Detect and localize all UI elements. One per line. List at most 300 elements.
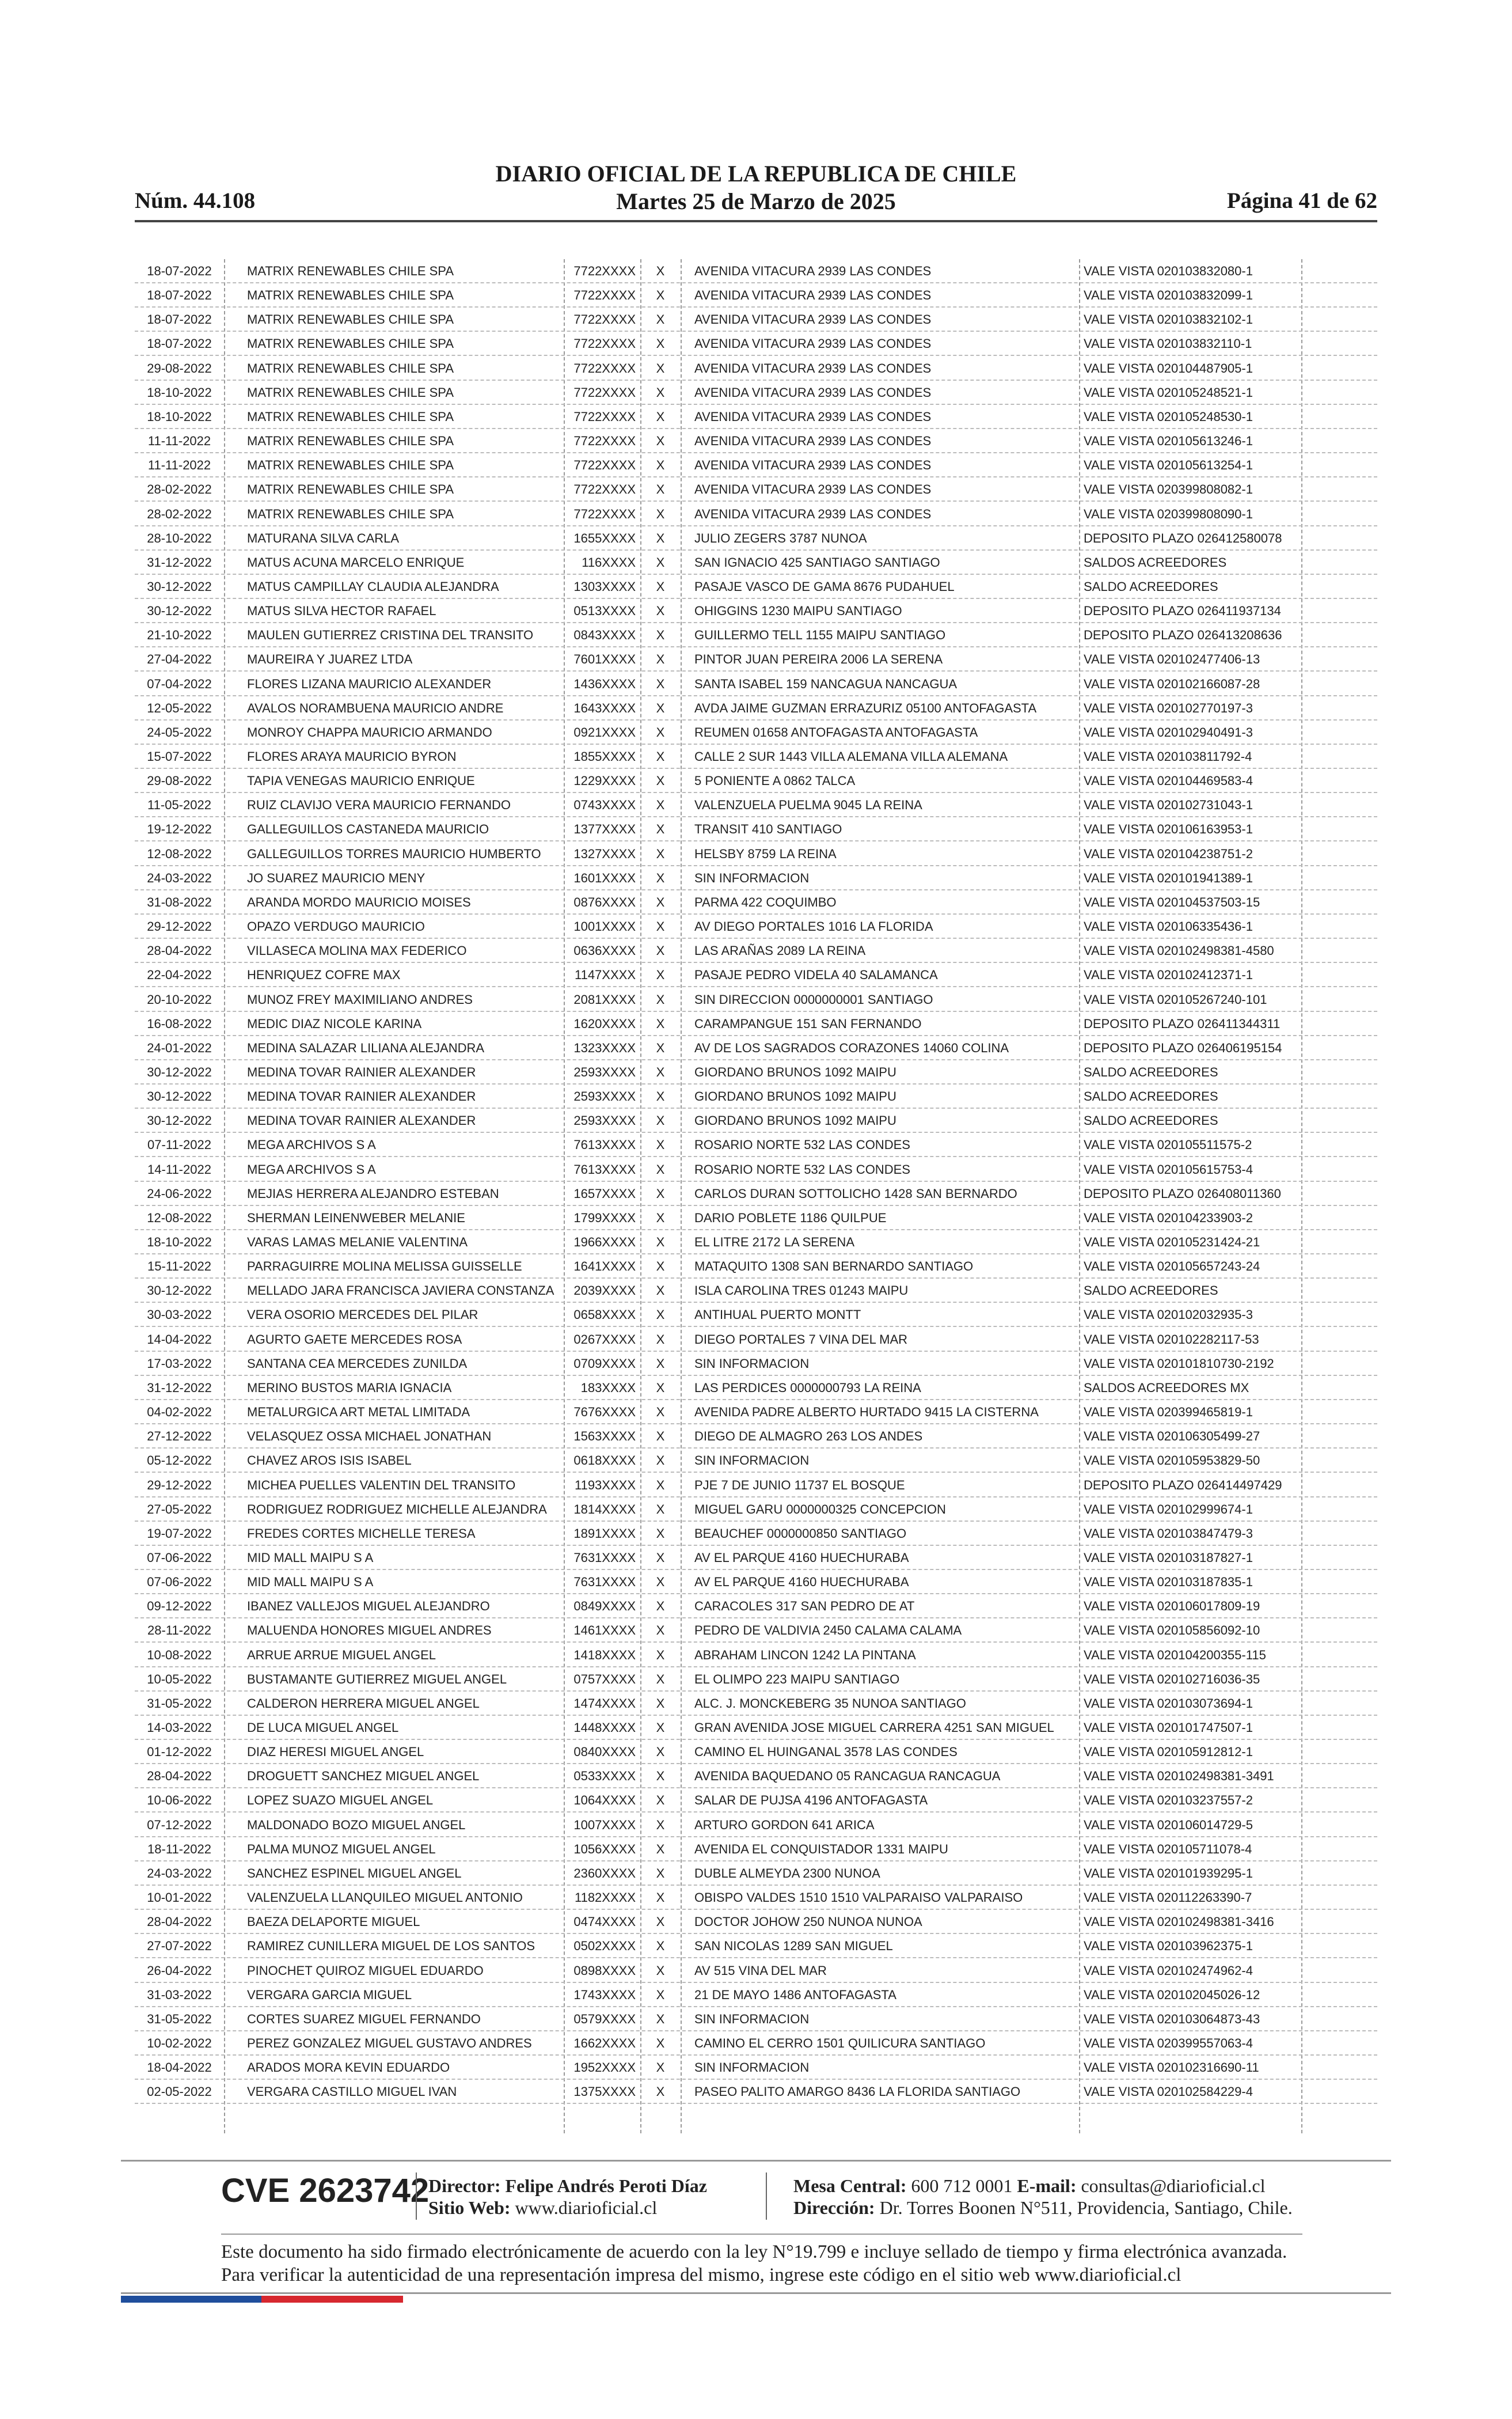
- cell-dir: PASEO PALITO AMARGO 8436 LA FLORIDA SANTIAGO: [694, 2084, 1021, 2099]
- cell-nombre: MID MALL MAIPU S A: [247, 1550, 374, 1565]
- table-row: [135, 1133, 1377, 1157]
- cell-doc: VALE VISTA 020104200355-115: [1084, 1647, 1266, 1662]
- cell-doc: VALE VISTA 020105953829-50: [1084, 1453, 1260, 1468]
- cell-doc: VALE VISTA 020102412371-1: [1084, 968, 1253, 983]
- cell-x: X: [656, 1550, 665, 1565]
- table-row: [135, 1279, 1377, 1303]
- cell-x: X: [656, 1307, 665, 1322]
- cell-nombre: MELLADO JARA FRANCISCA JAVIERA CONSTANZA: [247, 1283, 554, 1298]
- cell-x: X: [656, 919, 665, 934]
- cell-dir: DOCTOR JOHOW 250 NUNOA NUNOA: [694, 1914, 922, 1929]
- footer-divider: [121, 2160, 1391, 2162]
- cell-dir: AVENIDA VITACURA 2939 LAS CONDES: [694, 336, 932, 351]
- cell-x: X: [656, 894, 665, 909]
- cell-fecha: 29-12-2022: [147, 919, 212, 934]
- cell-fecha: 18-07-2022: [147, 336, 212, 351]
- table-row: [135, 1813, 1377, 1837]
- web-label: Sitio Web:: [428, 2197, 511, 2218]
- table-row: [135, 1085, 1377, 1109]
- cell-rut: 183XXXX: [580, 1380, 636, 1395]
- page-header: [135, 160, 1377, 218]
- cell-doc: VALE VISTA 020104233903-2: [1084, 1210, 1253, 1225]
- cell-nombre: RAMIREZ CUNILLERA MIGUEL DE LOS SANTOS: [247, 1939, 535, 1954]
- cell-nombre: ARRUE ARRUE MIGUEL ANGEL: [247, 1647, 436, 1662]
- cve-code: CVE 2623742: [221, 2172, 430, 2209]
- table-row: [135, 1182, 1377, 1206]
- cell-dir: AVENIDA VITACURA 2939 LAS CONDES: [694, 264, 932, 278]
- cell-dir: SIN INFORMACION: [694, 2011, 810, 2026]
- cell-nombre: DROGUETT SANCHEZ MIGUEL ANGEL: [247, 1769, 480, 1784]
- director-label: Director:: [428, 2175, 501, 2196]
- cell-rut: 1375XXXX: [573, 2084, 636, 2099]
- cell-fecha: 28-04-2022: [147, 1769, 212, 1784]
- cell-dir: DARIO POBLETE 1186 QUILPUE: [694, 1210, 887, 1225]
- table-row: [135, 453, 1377, 477]
- cell-nombre: SHERMAN LEINENWEBER MELANIE: [247, 1210, 465, 1225]
- header-divider: [135, 220, 1377, 222]
- cell-dir: AV DE LOS SAGRADOS CORAZONES 14060 COLINA: [694, 1040, 1009, 1055]
- cell-rut: 1418XXXX: [573, 1647, 636, 1662]
- cell-fecha: 14-03-2022: [147, 1720, 212, 1735]
- cell-dir: GIORDANO BRUNOS 1092 MAIPU: [694, 1113, 896, 1128]
- cell-nombre: MAULEN GUTIERREZ CRISTINA DEL TRANSITO: [247, 628, 534, 643]
- cell-doc: VALE VISTA 020104238751-2: [1084, 846, 1253, 861]
- table-row: [135, 647, 1377, 672]
- cell-doc: VALE VISTA 020101941389-1: [1084, 870, 1253, 885]
- cell-doc: VALE VISTA 020102316690-11: [1084, 2060, 1259, 2075]
- cell-nombre: MONROY CHAPPA MAURICIO ARMANDO: [247, 725, 492, 740]
- cell-fecha: 04-02-2022: [147, 1405, 212, 1420]
- cell-dir: DIEGO DE ALMAGRO 263 LOS ANDES: [694, 1429, 923, 1444]
- email-link[interactable]: consultas@diarioficial.cl: [1081, 2175, 1266, 2196]
- cell-x: X: [656, 1745, 665, 1760]
- cell-x: X: [656, 482, 665, 497]
- cell-doc: VALE VISTA 020105657243-24: [1084, 1259, 1260, 1274]
- cell-nombre: BUSTAMANTE GUTIERREZ MIGUEL ANGEL: [247, 1671, 507, 1686]
- cell-nombre: CORTES SUAREZ MIGUEL FERNANDO: [247, 2011, 481, 2026]
- cell-dir: SIN INFORMACION: [694, 1356, 810, 1371]
- footer-separator: [416, 2172, 417, 2220]
- cell-rut: 2360XXXX: [573, 1866, 636, 1880]
- cell-dir: AVENIDA VITACURA 2939 LAS CONDES: [694, 482, 932, 497]
- table-row: [135, 963, 1377, 987]
- cell-x: X: [656, 725, 665, 740]
- flag-stripe-red: [261, 2296, 403, 2303]
- cell-dir: GIORDANO BRUNOS 1092 MAIPU: [694, 1064, 896, 1079]
- table-row: [135, 842, 1377, 866]
- table-row: [135, 1618, 1377, 1643]
- cell-doc: VALE VISTA 020105856092-10: [1084, 1623, 1260, 1638]
- cell-rut: 1620XXXX: [573, 1016, 636, 1031]
- cell-doc: VALE VISTA 020102940491-3: [1084, 725, 1253, 740]
- table-row: [135, 1594, 1377, 1618]
- table-row: [135, 1861, 1377, 1886]
- cell-nombre: ARANDA MORDO MAURICIO MOISES: [247, 894, 471, 909]
- legal-notice: Este documento ha sido firmado electrónicamente de acuerdo con la ley N°19.799 e incluye sellado de tiempo y firma electrónica avanzada. Para verificar la autenticidad de una representación impresa del mismo, ingrese este código en el sitio web www.diarioficial.cl: [221, 2242, 1287, 2285]
- cell-rut: 1327XXXX: [573, 846, 636, 861]
- cell-x: X: [656, 749, 665, 764]
- cell-rut: 0757XXXX: [573, 1671, 636, 1686]
- cell-doc: VALE VISTA 020103064873-43: [1084, 2011, 1260, 2026]
- cell-nombre: MATRIX RENEWABLES CHILE SPA: [247, 458, 454, 473]
- cell-doc: VALE VISTA 020106017809-19: [1084, 1599, 1260, 1614]
- cell-fecha: 12-08-2022: [147, 846, 212, 861]
- cell-nombre: FREDES CORTES MICHELLE TERESA: [247, 1526, 476, 1541]
- cell-rut: 7722XXXX: [573, 288, 636, 303]
- table-row: [135, 1570, 1377, 1594]
- cell-dir: ANTIHUAL PUERTO MONTT: [694, 1307, 861, 1322]
- cell-x: X: [656, 1866, 665, 1880]
- cell-doc: DEPOSITO PLAZO 026411937134: [1084, 604, 1281, 619]
- cell-dir: SAN IGNACIO 425 SANTIAGO SANTIAGO: [694, 555, 940, 570]
- cell-x: X: [656, 336, 665, 351]
- cell-dir: EL OLIMPO 223 MAIPU SANTIAGO: [694, 1671, 900, 1686]
- cell-x: X: [656, 1671, 665, 1686]
- table-row: [135, 1788, 1377, 1813]
- cell-dir: GIORDANO BRUNOS 1092 MAIPU: [694, 1089, 896, 1104]
- cell-rut: 7722XXXX: [573, 361, 636, 376]
- table-row: [135, 1764, 1377, 1788]
- cell-dir: ISLA CAROLINA TRES 01243 MAIPU: [694, 1283, 909, 1298]
- cell-rut: 1657XXXX: [573, 1186, 636, 1201]
- cell-rut: 2593XXXX: [573, 1113, 636, 1128]
- cell-doc: DEPOSITO PLAZO 026412580078: [1084, 530, 1282, 545]
- cell-fecha: 30-12-2022: [147, 1064, 212, 1079]
- cell-doc: VALE VISTA 020102584229-4: [1084, 2084, 1253, 2099]
- cell-x: X: [656, 1016, 665, 1031]
- flag-stripe-blue: [121, 2296, 261, 2303]
- cell-dir: CARLOS DURAN SOTTOLICHO 1428 SAN BERNARDO: [694, 1186, 1017, 1201]
- cell-dir: 21 DE MAYO 1486 ANTOFAGASTA: [694, 1987, 896, 2002]
- cell-doc: VALE VISTA 020101939295-1: [1084, 1866, 1253, 1880]
- cell-dir: LAS ARAÑAS 2089 LA REINA: [694, 943, 866, 958]
- cell-fecha: 30-12-2022: [147, 604, 212, 619]
- cell-nombre: OPAZO VERDUGO MAURICIO: [247, 919, 425, 934]
- cell-rut: 0474XXXX: [573, 1914, 636, 1929]
- cell-nombre: MEDINA TOVAR RAINIER ALEXANDER: [247, 1064, 476, 1079]
- cell-doc: VALE VISTA 020103832080-1: [1084, 264, 1253, 278]
- cell-fecha: 18-11-2022: [147, 1841, 211, 1856]
- cell-fecha: 07-04-2022: [147, 676, 212, 691]
- cell-x: X: [656, 652, 665, 667]
- cell-fecha: 11-05-2022: [147, 798, 211, 813]
- table-row: [135, 1497, 1377, 1522]
- cell-fecha: 07-11-2022: [147, 1138, 211, 1152]
- cell-doc: VALE VISTA 020102032935-3: [1084, 1307, 1253, 1322]
- cell-fecha: 31-05-2022: [147, 2011, 212, 2026]
- cell-nombre: METALURGICA ART METAL LIMITADA: [247, 1405, 470, 1420]
- cell-rut: 7722XXXX: [573, 482, 636, 497]
- cell-doc: SALDO ACREEDORES: [1084, 579, 1218, 594]
- cell-rut: 7631XXXX: [573, 1550, 636, 1565]
- cell-rut: 1743XXXX: [573, 1987, 636, 2002]
- cell-fecha: 24-03-2022: [147, 1866, 212, 1880]
- cell-rut: 2593XXXX: [573, 1089, 636, 1104]
- cell-x: X: [656, 798, 665, 813]
- table-row: [135, 1837, 1377, 1861]
- footer-separator: [766, 2172, 767, 2220]
- table-row: [135, 551, 1377, 575]
- cell-nombre: MID MALL MAIPU S A: [247, 1575, 374, 1590]
- mesa-label: Mesa Central:: [793, 2175, 907, 2196]
- cell-x: X: [656, 555, 665, 570]
- cell-dir: AVENIDA VITACURA 2939 LAS CONDES: [694, 409, 932, 424]
- cell-nombre: MATRIX RENEWABLES CHILE SPA: [247, 336, 454, 351]
- cell-doc: SALDO ACREEDORES: [1084, 1089, 1218, 1104]
- cell-x: X: [656, 361, 665, 376]
- cell-x: X: [656, 1380, 665, 1395]
- cell-doc: VALE VISTA 020103832102-1: [1084, 312, 1253, 327]
- cell-dir: AVENIDA EL CONQUISTADOR 1331 MAIPU: [694, 1841, 948, 1856]
- cell-doc: VALE VISTA 020104537503-15: [1084, 894, 1260, 909]
- cell-x: X: [656, 458, 665, 473]
- cell-nombre: AGURTO GAETE MERCEDES ROSA: [247, 1332, 462, 1347]
- cell-dir: HELSBY 8759 LA REINA: [694, 846, 837, 861]
- cell-rut: 0502XXXX: [573, 1939, 636, 1954]
- cell-doc: VALE VISTA 020105613254-1: [1084, 458, 1253, 473]
- cell-nombre: DIAZ HERESI MIGUEL ANGEL: [247, 1745, 424, 1760]
- table-row: [135, 2031, 1377, 2056]
- mesa-phone: 600 712 0001: [911, 2175, 1013, 2196]
- cell-nombre: MATUS ACUNA MARCELO ENRIQUE: [247, 555, 465, 570]
- direccion-label: Dirección:: [793, 2197, 875, 2218]
- cell-dir: OHIGGINS 1230 MAIPU SANTIAGO: [694, 604, 902, 619]
- cell-x: X: [656, 1502, 665, 1516]
- cell-nombre: MALDONADO BOZO MIGUEL ANGEL: [247, 1817, 466, 1832]
- cell-fecha: 12-05-2022: [147, 700, 212, 715]
- publication-date: Martes 25 de Marzo de 2025: [616, 188, 896, 214]
- table-row: [135, 1667, 1377, 1692]
- cell-doc: VALE VISTA 020105615753-4: [1084, 1162, 1253, 1177]
- cell-rut: 2593XXXX: [573, 1064, 636, 1079]
- cell-fecha: 14-04-2022: [147, 1332, 212, 1347]
- cell-x: X: [656, 822, 665, 837]
- cell-nombre: RUIZ CLAVIJO VERA MAURICIO FERNANDO: [247, 798, 511, 813]
- cell-fecha: 18-10-2022: [147, 409, 212, 424]
- table-row: [135, 259, 1377, 283]
- cell-doc: VALE VISTA 020106014729-5: [1084, 1817, 1253, 1832]
- cell-fecha: 24-05-2022: [147, 725, 212, 740]
- cell-fecha: 30-12-2022: [147, 1283, 212, 1298]
- table-row: [135, 2080, 1377, 2104]
- cell-rut: 1064XXXX: [573, 1793, 636, 1808]
- cell-doc: VALE VISTA 020105912812-1: [1084, 1745, 1253, 1760]
- cell-doc: VALE VISTA 020101747507-1: [1084, 1720, 1253, 1735]
- cell-x: X: [656, 1162, 665, 1177]
- cell-dir: AV EL PARQUE 4160 HUECHURABA: [694, 1575, 909, 1590]
- table-row: [135, 721, 1377, 745]
- cell-nombre: IBANEZ VALLEJOS MIGUEL ALEJANDRO: [247, 1599, 490, 1614]
- web-link[interactable]: www.diarioficial.cl: [515, 2197, 658, 2218]
- cell-fecha: 07-12-2022: [147, 1817, 212, 1832]
- cell-fecha: 30-12-2022: [147, 1113, 212, 1128]
- cell-dir: TRANSIT 410 SANTIAGO: [694, 822, 842, 837]
- cell-nombre: AVALOS NORAMBUENA MAURICIO ANDRE: [247, 700, 504, 715]
- cell-fecha: 02-05-2022: [147, 2084, 212, 2099]
- cell-fecha: 14-11-2022: [147, 1162, 211, 1177]
- cell-fecha: 18-07-2022: [147, 264, 212, 278]
- cell-nombre: VARAS LAMAS MELANIE VALENTINA: [247, 1235, 468, 1249]
- cell-nombre: MATRIX RENEWABLES CHILE SPA: [247, 264, 454, 278]
- cell-rut: 7601XXXX: [573, 652, 636, 667]
- table-row: [135, 1643, 1377, 1667]
- table-row: [135, 988, 1377, 1012]
- cell-dir: SIN DIRECCION 0000000001 SANTIAGO: [694, 992, 933, 1007]
- cell-rut: 1662XXXX: [573, 2035, 636, 2050]
- cell-doc: VALE VISTA 020106335436-1: [1084, 919, 1253, 934]
- cell-dir: SIN INFORMACION: [694, 1453, 810, 1468]
- cell-doc: SALDOS ACREEDORES: [1084, 555, 1227, 570]
- cell-nombre: PINOCHET QUIROZ MIGUEL EDUARDO: [247, 1963, 484, 1978]
- cell-rut: 1966XXXX: [573, 1235, 636, 1249]
- cell-doc: VALE VISTA 020106305499-27: [1084, 1429, 1260, 1444]
- cell-rut: 7722XXXX: [573, 264, 636, 278]
- cell-nombre: CALDERON HERRERA MIGUEL ANGEL: [247, 1696, 480, 1711]
- cell-x: X: [656, 1113, 665, 1128]
- cell-doc: VALE VISTA 020102045026-12: [1084, 1987, 1260, 2002]
- table-row: [135, 1060, 1377, 1085]
- cell-nombre: GALLEGUILLOS TORRES MAURICIO HUMBERTO: [247, 846, 541, 861]
- cell-fecha: 24-01-2022: [147, 1040, 212, 1055]
- cell-dir: PEDRO DE VALDIVIA 2450 CALAMA CALAMA: [694, 1623, 962, 1638]
- cell-nombre: MERINO BUSTOS MARIA IGNACIA: [247, 1380, 452, 1395]
- cell-nombre: MEGA ARCHIVOS S A: [247, 1138, 376, 1152]
- cell-doc: VALE VISTA 020103832110-1: [1084, 336, 1252, 351]
- table-row: [135, 1109, 1377, 1133]
- cell-x: X: [656, 870, 665, 885]
- cell-rut: 2081XXXX: [573, 992, 636, 1007]
- cell-doc: SALDO ACREEDORES: [1084, 1283, 1218, 1298]
- cell-fecha: 28-02-2022: [147, 482, 212, 497]
- cell-x: X: [656, 1623, 665, 1638]
- cell-dir: AV EL PARQUE 4160 HUECHURABA: [694, 1550, 909, 1565]
- cell-nombre: MATRIX RENEWABLES CHILE SPA: [247, 409, 454, 424]
- cell-dir: CAMINO EL CERRO 1501 QUILICURA SANTIAGO: [694, 2035, 986, 2050]
- cell-rut: 1229XXXX: [573, 774, 636, 788]
- cell-fecha: 29-12-2022: [147, 1477, 212, 1492]
- cell-x: X: [656, 1817, 665, 1832]
- cell-nombre: DE LUCA MIGUEL ANGEL: [247, 1720, 399, 1735]
- cell-rut: 7722XXXX: [573, 312, 636, 327]
- director-block: [428, 2175, 707, 2219]
- cell-x: X: [656, 1138, 665, 1152]
- footer-divider: [221, 2234, 1302, 2235]
- cell-doc: VALE VISTA 020103187827-1: [1084, 1550, 1253, 1565]
- cell-fecha: 30-12-2022: [147, 579, 212, 594]
- cell-x: X: [656, 1647, 665, 1662]
- cell-dir: VALENZUELA PUELMA 9045 LA REINA: [694, 798, 922, 813]
- cell-nombre: MATRIX RENEWABLES CHILE SPA: [247, 482, 454, 497]
- cell-rut: 7722XXXX: [573, 385, 636, 400]
- cell-nombre: RODRIGUEZ RODRIGUEZ MICHELLE ALEJANDRA: [247, 1502, 547, 1516]
- cell-doc: VALE VISTA 020103073694-1: [1084, 1696, 1253, 1711]
- table-row: [135, 308, 1377, 332]
- table-row: [135, 357, 1377, 381]
- cell-fecha: 31-05-2022: [147, 1696, 212, 1711]
- cell-x: X: [656, 1963, 665, 1978]
- cell-doc: VALE VISTA 020102498381-3416: [1084, 1914, 1274, 1929]
- table-row: [135, 1303, 1377, 1327]
- cell-rut: 0840XXXX: [573, 1745, 636, 1760]
- cell-nombre: JO SUAREZ MAURICIO MENY: [247, 870, 426, 885]
- table-row: [135, 1352, 1377, 1376]
- table-row: [135, 1692, 1377, 1716]
- cell-fecha: 19-12-2022: [147, 822, 212, 837]
- cell-doc: SALDO ACREEDORES: [1084, 1064, 1218, 1079]
- cell-rut: 1952XXXX: [573, 2060, 636, 2075]
- cell-rut: 0636XXXX: [573, 943, 636, 958]
- table-row: [135, 575, 1377, 599]
- cell-fecha: 18-04-2022: [147, 2060, 212, 2075]
- cell-x: X: [656, 1769, 665, 1784]
- cell-dir: ALC. J. MONCKEBERG 35 NUNOA SANTIAGO: [694, 1696, 966, 1711]
- cell-doc: VALE VISTA 020399557063-4: [1084, 2035, 1253, 2050]
- cell-fecha: 18-10-2022: [147, 1235, 212, 1249]
- cell-rut: 7722XXXX: [573, 458, 636, 473]
- cell-fecha: 16-08-2022: [147, 1016, 212, 1031]
- cell-x: X: [656, 968, 665, 983]
- cell-dir: SANTA ISABEL 159 NANCAGUA NANCAGUA: [694, 676, 958, 691]
- cell-rut: 1056XXXX: [573, 1841, 636, 1856]
- cell-x: X: [656, 1186, 665, 1201]
- cell-fecha: 30-03-2022: [147, 1307, 212, 1322]
- table-row: [135, 332, 1377, 356]
- cell-fecha: 20-10-2022: [147, 992, 212, 1007]
- table-row: [135, 1546, 1377, 1570]
- cell-nombre: GALLEGUILLOS CASTANEDA MAURICIO: [247, 822, 489, 837]
- cell-fecha: 10-05-2022: [147, 1671, 212, 1686]
- cell-dir: PASAJE VASCO DE GAMA 8676 PUDAHUEL: [694, 579, 955, 594]
- cell-x: X: [656, 1841, 665, 1856]
- cell-dir: AVENIDA VITACURA 2939 LAS CONDES: [694, 385, 932, 400]
- cell-nombre: MATRIX RENEWABLES CHILE SPA: [247, 288, 454, 303]
- cell-x: X: [656, 288, 665, 303]
- table-row: [135, 283, 1377, 308]
- cell-x: X: [656, 628, 665, 643]
- table-row: [135, 1716, 1377, 1740]
- cell-x: X: [656, 1235, 665, 1249]
- cell-fecha: 28-04-2022: [147, 1914, 212, 1929]
- cell-dir: AVENIDA VITACURA 2939 LAS CONDES: [694, 361, 932, 376]
- cell-x: X: [656, 1914, 665, 1929]
- cell-rut: 7613XXXX: [573, 1138, 636, 1152]
- cell-dir: SALAR DE PUJSA 4196 ANTOFAGASTA: [694, 1793, 928, 1808]
- cell-rut: 7722XXXX: [573, 506, 636, 521]
- cell-dir: SAN NICOLAS 1289 SAN MIGUEL: [694, 1939, 893, 1954]
- cell-rut: 116XXXX: [582, 555, 636, 570]
- cell-dir: AVENIDA VITACURA 2939 LAS CONDES: [694, 288, 932, 303]
- cell-fecha: 09-12-2022: [147, 1599, 212, 1614]
- table-row: [135, 1473, 1377, 1497]
- cell-x: X: [656, 992, 665, 1007]
- cell-fecha: 01-12-2022: [147, 1745, 212, 1760]
- cell-rut: 0743XXXX: [573, 798, 636, 813]
- cell-dir: OBISPO VALDES 1510 1510 VALPARAISO VALPARAISO: [694, 1890, 1023, 1905]
- cell-doc: VALE VISTA 020104487905-1: [1084, 361, 1253, 376]
- cell-x: X: [656, 506, 665, 521]
- cell-nombre: MEJIAS HERRERA ALEJANDRO ESTEBAN: [247, 1186, 499, 1201]
- cell-rut: 1377XXXX: [573, 822, 636, 837]
- table-row: [135, 1740, 1377, 1764]
- table-row: [135, 1934, 1377, 1958]
- cell-rut: 0618XXXX: [573, 1453, 636, 1468]
- cell-dir: LAS PERDICES 0000000793 LA REINA: [694, 1380, 921, 1395]
- cell-fecha: 31-03-2022: [147, 1987, 212, 2002]
- table-row: [135, 1424, 1377, 1449]
- cell-x: X: [656, 2060, 665, 2075]
- cell-fecha: 29-08-2022: [147, 361, 212, 376]
- cell-rut: 1641XXXX: [573, 1259, 636, 1274]
